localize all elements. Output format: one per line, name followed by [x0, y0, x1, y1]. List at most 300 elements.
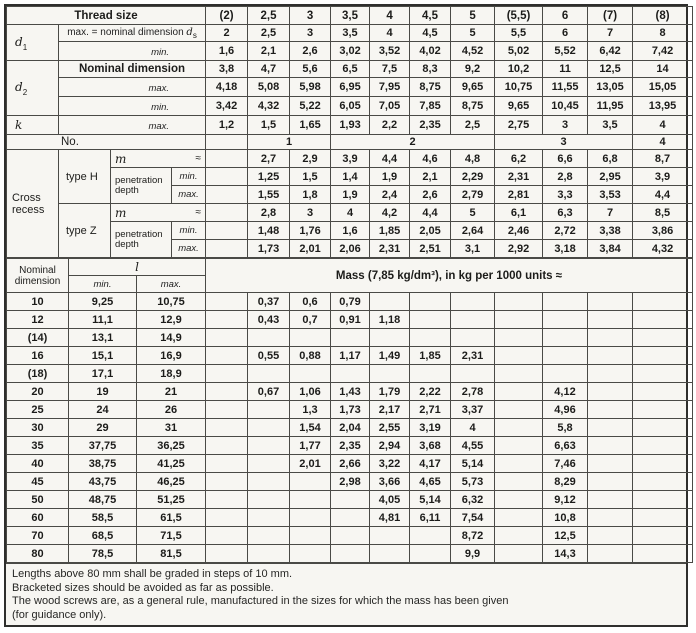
cell-value: 14,3 [543, 545, 588, 563]
cell-value: 2,5 [248, 7, 290, 25]
cell-value [633, 491, 693, 509]
cell-value: 2,55 [370, 419, 410, 437]
cell-value [410, 365, 451, 383]
cell-value: 7,95 [370, 78, 410, 97]
cell-lmin: 11,1 [69, 311, 137, 329]
col-header-l-max: max. [137, 276, 206, 293]
row-label-pen-max-h: max. [172, 186, 206, 204]
cell-value: 5 [451, 7, 495, 25]
cell-lmax: 61,5 [137, 509, 206, 527]
table-row [7, 97, 693, 116]
recess-no-group-3: 3 [495, 135, 633, 150]
col-header-mass: Mass (7,85 kg/dm³), in kg per 1000 units ≈ [206, 259, 693, 293]
dimensions-table [6, 6, 693, 258]
cell-lmax: 14,9 [137, 329, 206, 347]
footnote-line: (for guidance only). [12, 608, 107, 621]
cell-value [206, 455, 248, 473]
cell-value [370, 545, 410, 563]
table-row [7, 329, 693, 347]
cell-value [588, 311, 633, 329]
cell-value: 5,8 [543, 419, 588, 437]
cell-value: 1,49 [370, 347, 410, 365]
cell-value: 1,73 [248, 240, 290, 258]
cell-value: 1,93 [331, 116, 370, 135]
row-label-pen-min-h: min. [172, 168, 206, 186]
cell-value: 0,88 [290, 347, 331, 365]
cell-nominal: 10 [7, 293, 69, 311]
cell-value: 2,01 [290, 240, 331, 258]
cell-value: 9,65 [451, 78, 495, 97]
cell-value: 4,32 [633, 240, 693, 258]
cell-nominal: 50 [7, 491, 69, 509]
cell-value [206, 293, 248, 311]
table-row [7, 455, 693, 473]
cell-lmin: 48,75 [69, 491, 137, 509]
cell-value [206, 204, 248, 222]
cell-nominal: 25 [7, 401, 69, 419]
row-label-d2-min: min. [59, 97, 206, 116]
cell-value: 3,52 [370, 42, 410, 61]
cell-value [206, 329, 248, 347]
cell-value [495, 329, 543, 347]
cell-value [206, 365, 248, 383]
cell-value: 4,17 [410, 455, 451, 473]
cell-value [410, 311, 451, 329]
cell-value: 3 [290, 204, 331, 222]
recess-no-group-2: 2 [331, 135, 495, 150]
cell-value: 2,79 [451, 186, 495, 204]
cell-value: 13,95 [633, 97, 693, 116]
cell-value: 0,67 [248, 383, 290, 401]
cell-value [248, 401, 290, 419]
cell-value [588, 545, 633, 563]
cell-value: 0,79 [331, 293, 370, 311]
cell-value [331, 509, 370, 527]
cell-value: 2,04 [331, 419, 370, 437]
cell-value [633, 473, 693, 491]
cell-value: 1,18 [370, 311, 410, 329]
cell-value: 1,2 [206, 116, 248, 135]
cell-value: 3,3 [543, 186, 588, 204]
footnote-line: Bracketed sizes should be avoided as far as possible. [12, 581, 274, 594]
cell-value: 4 [370, 25, 410, 42]
table-row [7, 7, 693, 25]
cell-value: 2,35 [410, 116, 451, 135]
cell-value [206, 509, 248, 527]
table-row [7, 293, 693, 311]
cell-value: 7,5 [370, 61, 410, 78]
row-label-penetration-depth-h: penetration depth [111, 168, 172, 204]
cell-value: 7,54 [451, 509, 495, 527]
cell-value: 9,2 [451, 61, 495, 78]
cell-value [206, 473, 248, 491]
cell-value: 2,2 [370, 116, 410, 135]
cell-lmin: 43,75 [69, 473, 137, 491]
cell-value: 7,42 [633, 42, 693, 61]
cell-value: 9,65 [495, 97, 543, 116]
cell-value [495, 311, 543, 329]
cell-value: 3,5 [331, 7, 370, 25]
cell-value [248, 545, 290, 563]
cell-value: 3,1 [451, 240, 495, 258]
cell-value: 4,8 [451, 150, 495, 168]
cell-value: 9,9 [451, 545, 495, 563]
cell-lmin: 9,25 [69, 293, 137, 311]
row-label-d1-min: min. [59, 42, 206, 61]
cell-nominal: 20 [7, 383, 69, 401]
cell-value: 2,66 [331, 455, 370, 473]
cell-value [495, 365, 543, 383]
cell-value: 6,32 [451, 491, 495, 509]
cell-value [290, 491, 331, 509]
cell-value: 3 [290, 7, 331, 25]
cell-value: 1,55 [248, 186, 290, 204]
cell-value [206, 135, 248, 150]
table-row [7, 204, 693, 222]
cell-value: 3 [543, 116, 588, 135]
cell-value [633, 545, 693, 563]
cell-value: 2,71 [410, 401, 451, 419]
cell-value: 3,5 [331, 25, 370, 42]
cell-value: 8 [633, 25, 693, 42]
cell-value: 12,5 [543, 527, 588, 545]
cell-value [290, 365, 331, 383]
cell-value [495, 383, 543, 401]
cell-value: 3,9 [331, 150, 370, 168]
col-header-nominal-dimension: Nominal dimension [7, 259, 69, 293]
cell-nominal: 12 [7, 311, 69, 329]
cell-value [633, 293, 693, 311]
cell-value: 4,5 [410, 25, 451, 42]
cell-value: 4,4 [633, 186, 693, 204]
cell-value: 2,31 [495, 168, 543, 186]
cell-value: 8,3 [410, 61, 451, 78]
cell-lmin: 24 [69, 401, 137, 419]
cell-value [451, 311, 495, 329]
cell-value: 13,05 [588, 78, 633, 97]
cell-value: 4 [451, 419, 495, 437]
cell-value: 7 [588, 25, 633, 42]
cell-value: 4 [633, 116, 693, 135]
cell-value: 4 [370, 7, 410, 25]
cell-value: 4,4 [370, 150, 410, 168]
cell-value: 2,31 [370, 240, 410, 258]
cell-value: 1,5 [290, 168, 331, 186]
footnotes [6, 563, 686, 622]
cell-value [206, 383, 248, 401]
cell-value: 3,68 [410, 437, 451, 455]
cell-value: 2,95 [588, 168, 633, 186]
cell-value: 4,65 [410, 473, 451, 491]
cell-value [206, 545, 248, 563]
cell-value: 3,18 [543, 240, 588, 258]
cell-value: 1,73 [331, 401, 370, 419]
cell-value: 1,79 [370, 383, 410, 401]
table-row [7, 347, 693, 365]
cell-value [588, 527, 633, 545]
cell-value: 2,1 [410, 168, 451, 186]
cell-value: 6,11 [410, 509, 451, 527]
cell-value [206, 491, 248, 509]
cell-value [248, 365, 290, 383]
cell-value: 2,4 [370, 186, 410, 204]
cell-value: 3,19 [410, 419, 451, 437]
cell-value: 1,9 [370, 168, 410, 186]
cell-value: 3,84 [588, 240, 633, 258]
cell-value [633, 419, 693, 437]
table-row [7, 401, 693, 419]
row-label-d2-max: max. [59, 78, 206, 97]
row-label-d2-nominal: Nominal dimension [59, 61, 206, 78]
cell-lmax: 41,25 [137, 455, 206, 473]
cell-value: 7,46 [543, 455, 588, 473]
cell-value: 3,66 [370, 473, 410, 491]
cell-value [410, 329, 451, 347]
cell-value: 2,06 [331, 240, 370, 258]
cell-value: 1,48 [248, 222, 290, 240]
cell-value: 12,5 [588, 61, 633, 78]
row-label-m-z: m ≈ [111, 204, 206, 222]
cell-lmin: 13,1 [69, 329, 137, 347]
cell-value: 5,52 [543, 42, 588, 61]
table-row [7, 42, 693, 61]
cell-value [495, 419, 543, 437]
mass-table [6, 258, 693, 563]
cell-value [206, 419, 248, 437]
cell-value: 2,9 [290, 150, 331, 168]
cell-value [290, 329, 331, 347]
cell-value: 1,54 [290, 419, 331, 437]
cell-value: 11,95 [588, 97, 633, 116]
cell-value: 4,96 [543, 401, 588, 419]
col-header-l: l [69, 259, 206, 276]
cell-lmax: 81,5 [137, 545, 206, 563]
cell-value: 0,7 [290, 311, 331, 329]
cell-value: 6,8 [588, 150, 633, 168]
cell-value: 5,6 [290, 61, 331, 78]
cell-value: 1,76 [290, 222, 331, 240]
cell-nominal: 70 [7, 527, 69, 545]
cell-value: 2,72 [543, 222, 588, 240]
cell-value [331, 527, 370, 545]
cell-value: 2,51 [410, 240, 451, 258]
cell-value: 6 [543, 7, 588, 25]
cell-value [633, 329, 693, 347]
cell-value: 4,52 [451, 42, 495, 61]
cell-value [331, 491, 370, 509]
cell-value: 1,85 [370, 222, 410, 240]
cell-value [495, 545, 543, 563]
cell-value: 5 [451, 25, 495, 42]
cell-value: 8,72 [451, 527, 495, 545]
cell-value: 6,6 [543, 150, 588, 168]
cell-value [370, 365, 410, 383]
cell-value: 5,73 [451, 473, 495, 491]
cell-value [451, 365, 495, 383]
table-row-recess-no [7, 135, 693, 150]
table-row [7, 116, 693, 135]
cell-value: 1,8 [290, 186, 331, 204]
cell-value: 2,7 [248, 150, 290, 168]
cell-lmin: 29 [69, 419, 137, 437]
cell-value: 3,42 [206, 97, 248, 116]
table-row [7, 25, 693, 42]
recess-no-group-1: 1 [248, 135, 331, 150]
cell-value [633, 437, 693, 455]
cell-value: (7) [588, 7, 633, 25]
cell-value [588, 365, 633, 383]
cell-lmax: 36,25 [137, 437, 206, 455]
cell-value: 7 [588, 204, 633, 222]
cell-value: 2,1 [248, 42, 290, 61]
cell-value [588, 509, 633, 527]
cell-value: 15,05 [633, 78, 693, 97]
cell-value: 1,43 [331, 383, 370, 401]
cell-value [290, 527, 331, 545]
row-label-m-h: m ≈ [111, 150, 206, 168]
cell-lmax: 71,5 [137, 527, 206, 545]
cell-value: (2) [206, 7, 248, 25]
cell-nominal: 40 [7, 455, 69, 473]
cell-value: 1,5 [248, 116, 290, 135]
cell-value: 2,8 [543, 168, 588, 186]
cell-value: 2,17 [370, 401, 410, 419]
cell-value: 6,05 [331, 97, 370, 116]
cell-value [543, 347, 588, 365]
row-label-d1-max: max. = nominal dimension $d_s$ [59, 25, 206, 42]
cell-value [633, 311, 693, 329]
cell-value: 8,75 [451, 97, 495, 116]
row-label-pen-min-z: min. [172, 222, 206, 240]
cell-value [543, 329, 588, 347]
cell-value: 2,92 [495, 240, 543, 258]
cell-value [633, 365, 693, 383]
cell-value: 3,38 [588, 222, 633, 240]
cell-value: 0,55 [248, 347, 290, 365]
cell-value: 1,9 [331, 186, 370, 204]
cell-value: 3,8 [206, 61, 248, 78]
table-row [7, 259, 693, 276]
cell-nominal: 16 [7, 347, 69, 365]
cell-value: 4,4 [410, 204, 451, 222]
cell-value: 2,8 [248, 204, 290, 222]
cell-value: 6,95 [331, 78, 370, 97]
cell-value: 4,5 [410, 7, 451, 25]
cell-value: 6,63 [543, 437, 588, 455]
cell-value: 5,02 [495, 42, 543, 61]
cell-value: 11 [543, 61, 588, 78]
table-row [7, 473, 693, 491]
cell-value: 2,35 [331, 437, 370, 455]
cell-value [370, 527, 410, 545]
cell-value: 1,25 [248, 168, 290, 186]
row-group-label-k: k [7, 116, 59, 135]
cell-value [633, 455, 693, 473]
table-row [7, 509, 693, 527]
cell-value [331, 365, 370, 383]
cell-value: 3 [290, 25, 331, 42]
cell-lmin: 15,1 [69, 347, 137, 365]
cell-value [588, 437, 633, 455]
cell-value: 3,9 [633, 168, 693, 186]
cell-value: 4,05 [370, 491, 410, 509]
cell-value: 2,46 [495, 222, 543, 240]
cell-value: 1,17 [331, 347, 370, 365]
cell-value [290, 545, 331, 563]
cell-lmin: 78,5 [69, 545, 137, 563]
cell-value: 3,37 [451, 401, 495, 419]
cell-value: 4,55 [451, 437, 495, 455]
cell-value [633, 347, 693, 365]
cell-value: 6,3 [543, 204, 588, 222]
cell-value [290, 509, 331, 527]
cell-value: 2,6 [290, 42, 331, 61]
cell-value: 3,86 [633, 222, 693, 240]
cell-lmax: 31 [137, 419, 206, 437]
cell-value [248, 509, 290, 527]
cell-value: 4,12 [543, 383, 588, 401]
cell-nominal: 30 [7, 419, 69, 437]
cell-value [410, 527, 451, 545]
cell-value [206, 186, 248, 204]
table-row [7, 61, 693, 78]
cell-value: 2,64 [451, 222, 495, 240]
cell-value: (5,5) [495, 7, 543, 25]
cell-value: 6 [543, 25, 588, 42]
table-row [7, 311, 693, 329]
cell-value: 5,22 [290, 97, 331, 116]
cell-value [248, 419, 290, 437]
cell-value: 8,7 [633, 150, 693, 168]
cell-nominal: (18) [7, 365, 69, 383]
cell-value [410, 293, 451, 311]
cell-value [331, 329, 370, 347]
row-group-label-cross-recess: Cross recess [7, 150, 59, 258]
table-row [7, 545, 693, 563]
cell-value: 4,18 [206, 78, 248, 97]
cell-value [588, 293, 633, 311]
cell-value: 1,65 [290, 116, 331, 135]
cell-value: 10,45 [543, 97, 588, 116]
col-header-l-min: min. [69, 276, 137, 293]
cell-value [543, 311, 588, 329]
row-label-penetration-depth-z: penetration depth [111, 222, 172, 258]
cell-value: 5 [451, 204, 495, 222]
cell-lmax: 16,9 [137, 347, 206, 365]
cell-value [588, 329, 633, 347]
cell-value [248, 491, 290, 509]
cell-value: 10,2 [495, 61, 543, 78]
cell-value: 14 [633, 61, 693, 78]
cell-value [206, 168, 248, 186]
cell-value [588, 473, 633, 491]
cell-value: 5,98 [290, 78, 331, 97]
cell-value: 6,5 [331, 61, 370, 78]
footnote-line: Lengths above 80 mm shall be graded in steps of 10 mm. [12, 568, 293, 580]
cell-value [451, 329, 495, 347]
cell-value: 4,32 [248, 97, 290, 116]
cell-value: 9,12 [543, 491, 588, 509]
cell-nominal: 80 [7, 545, 69, 563]
cell-value: 2,81 [495, 186, 543, 204]
cell-lmin: 58,5 [69, 509, 137, 527]
cell-value [206, 527, 248, 545]
cell-value: 0,91 [331, 311, 370, 329]
cell-value: 5,14 [410, 491, 451, 509]
cell-value: 4,2 [370, 204, 410, 222]
cell-value: 2,05 [410, 222, 451, 240]
cell-value [248, 473, 290, 491]
